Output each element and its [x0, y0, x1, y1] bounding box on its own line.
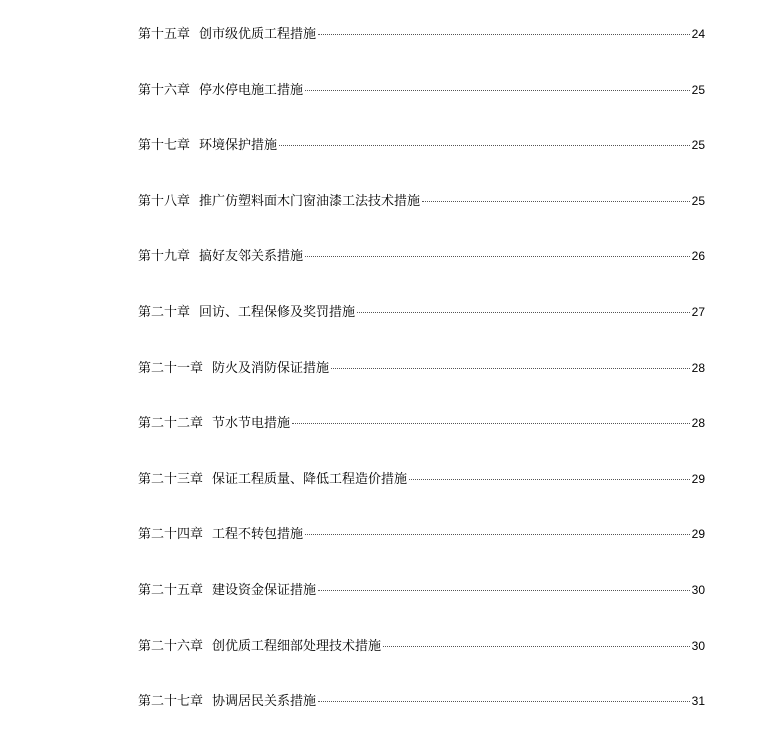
toc-entry-title: 协调居民关系措施 [212, 694, 317, 710]
toc-page-number: 30 [691, 638, 705, 653]
toc-chapter-number: 第二十五章 [138, 582, 204, 598]
toc-page-number: 25 [691, 138, 705, 153]
toc-entry-title: 创市级优质工程措施 [199, 27, 317, 42]
toc-entry-title: 搞好友邻关系措施 [199, 249, 304, 265]
toc-page-number: 30 [691, 582, 705, 597]
toc-dot-leader [318, 34, 690, 35]
toc-dot-leader [422, 201, 690, 202]
toc-entry[interactable] [138, 359, 705, 377]
toc-page-number: 28 [691, 416, 705, 431]
toc-entry-title: 推广仿塑料面木门窗油漆工法技术措施 [199, 193, 421, 209]
toc-page-number: 29 [691, 471, 705, 486]
toc-page-number: 25 [691, 82, 705, 97]
toc-dot-leader [383, 646, 690, 647]
toc-entry-title: 创优质工程细部处理技术措施 [212, 638, 382, 654]
toc-chapter-number: 第十七章 [138, 138, 191, 154]
toc-page-number: 25 [691, 193, 705, 208]
toc-entry[interactable] [138, 414, 705, 432]
toc-entry[interactable] [138, 136, 705, 154]
toc-chapter-number: 第十九章 [138, 249, 191, 265]
toc-entry-title: 建设资金保证措施 [212, 582, 317, 598]
toc-chapter-number: 第二十七章 [138, 694, 204, 710]
toc-entry[interactable] [138, 25, 705, 43]
toc-entry-title: 防火及消防保证措施 [212, 360, 330, 376]
toc-dot-leader [292, 423, 690, 424]
toc-chapter-number: 第十八章 [138, 193, 191, 209]
toc-chapter-number: 第二十三章 [138, 471, 204, 487]
toc-dot-leader [305, 90, 690, 91]
toc-dot-leader [357, 312, 690, 313]
toc-entry[interactable] [138, 470, 705, 488]
toc-dot-leader [279, 145, 690, 146]
toc-entry-title: 节水节电措施 [212, 416, 291, 432]
toc-page-number: 31 [691, 694, 705, 709]
toc-entry[interactable] [138, 247, 705, 265]
toc-chapter-number: 第十六章 [138, 82, 191, 98]
toc-dot-leader [318, 590, 690, 591]
toc-entry-title: 工程不转包措施 [212, 527, 304, 543]
toc-page-number: 29 [691, 527, 705, 542]
toc-entry-title: 回访、工程保修及奖罚措施 [199, 304, 356, 320]
toc-entry[interactable] [138, 81, 705, 99]
toc-dot-leader [409, 479, 690, 480]
toc-dot-leader [305, 534, 690, 535]
toc-entry-title: 保证工程质量、降低工程造价措施 [212, 471, 408, 487]
toc-entry[interactable] [138, 192, 705, 210]
toc-entry[interactable] [138, 303, 705, 321]
toc-page-number: 24 [691, 27, 705, 41]
toc-page-number: 26 [691, 249, 705, 264]
toc-page-number: 28 [691, 360, 705, 375]
toc-chapter-number: 第二十章 [138, 304, 191, 320]
toc-entry-title: 停水停电施工措施 [199, 82, 304, 98]
toc-entry[interactable] [138, 581, 705, 599]
toc-chapter-number: 第二十六章 [138, 638, 204, 654]
toc-page-number: 27 [691, 304, 705, 319]
toc-chapter-number: 第二十一章 [138, 360, 204, 376]
toc-dot-leader [305, 256, 690, 257]
toc-entry[interactable] [138, 525, 705, 543]
toc-chapter-number: 第十五章 [138, 27, 191, 42]
toc-dot-leader [318, 701, 690, 702]
table-of-contents [138, 25, 705, 748]
toc-entry[interactable] [138, 692, 705, 710]
toc-dot-leader [331, 368, 690, 369]
toc-entry[interactable] [138, 637, 705, 655]
toc-entry-title: 环境保护措施 [199, 138, 278, 154]
toc-chapter-number: 第二十四章 [138, 527, 204, 543]
toc-chapter-number: 第二十二章 [138, 416, 204, 432]
